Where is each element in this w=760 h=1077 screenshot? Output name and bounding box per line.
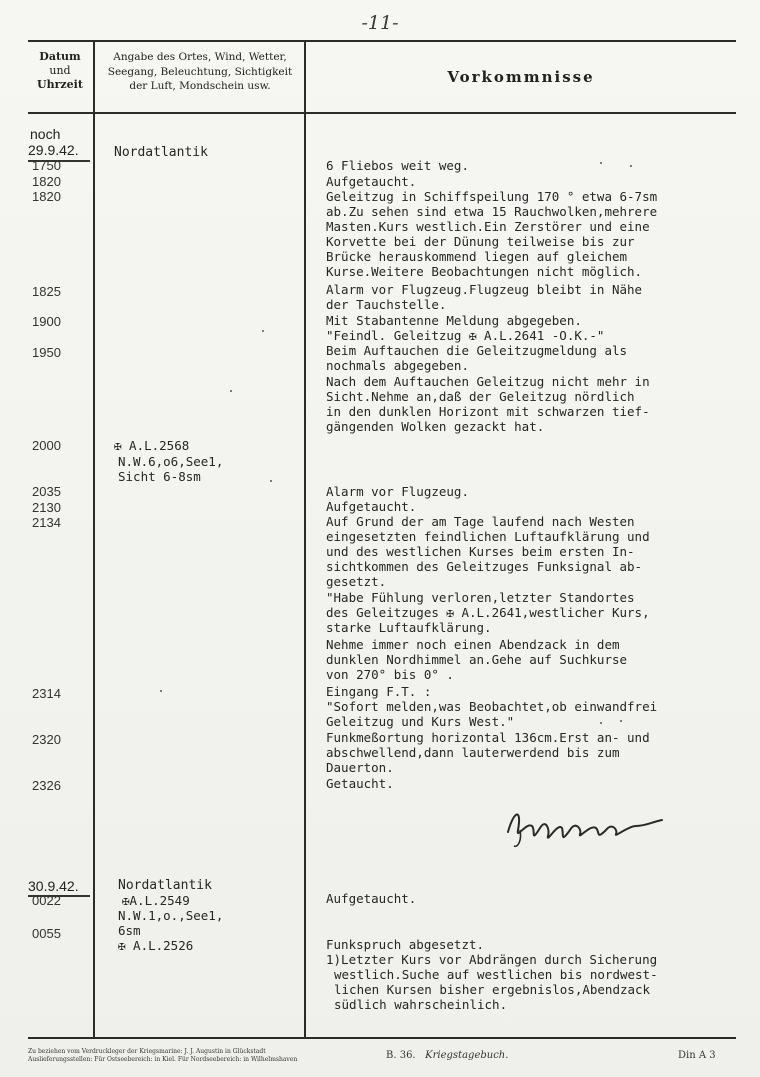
event-line: in den dunklen Horizont mit schwarzen tief-	[326, 404, 650, 419]
table-top-rule	[28, 40, 736, 42]
ink-speck	[620, 720, 622, 722]
event-line: südlich wahrscheinlich.	[334, 997, 508, 1012]
event-line: starke Luftaufklärung.	[326, 620, 492, 635]
header-bottom-rule	[28, 112, 736, 114]
place-2000-weather: N.W.6,o6,See1,	[118, 454, 224, 469]
header-date-time	[28, 50, 92, 92]
header-place-line-1: Angabe des Ortes, Wind, Wetter,	[113, 51, 287, 63]
time-1950: 1950	[32, 345, 61, 360]
footer-publisher-line-2: Auslieferungsstellen: Für Ostseebereich: in Kiel. Für Nordseebereich: in Wilhelmshaven	[28, 1056, 298, 1063]
footer-publisher-line-1: Zu beziehen vom Verdruckleger der Kriegsmarine: J. J. Augustin in Glückstadt	[28, 1048, 266, 1055]
event-line: Funkmeßortung horizontal 136cm.Erst an- und	[326, 730, 650, 745]
event-line: der Tauchstelle.	[326, 297, 447, 312]
ink-speck	[600, 722, 602, 724]
place-day1: Nordatlantik	[114, 145, 208, 160]
header-events: Vorkommnisse	[447, 68, 595, 86]
page-number: -11-	[361, 12, 399, 34]
event-line: von 270° bis 0° .	[326, 667, 454, 682]
event-line: ab.Zu sehen sind etwa 15 Rauchwolken,mehrere	[326, 204, 658, 219]
event-line: Alarm vor Flugzeug.Flugzeug bleibt in Nähe	[326, 282, 643, 297]
event-line: Korvette bei der Dünung teilweise bis zur	[326, 234, 635, 249]
header-place-line-3: der Luft, Mondschein usw.	[129, 80, 271, 92]
date-30-9-42: 30.9.42.	[28, 878, 79, 894]
place-day2-line-5: ✠ A.L.2526	[118, 938, 194, 953]
header-date-line-3: Uhrzeit	[37, 78, 83, 91]
place-day2-line-1: Nordatlantik	[118, 878, 212, 893]
event-line: Aufgetaucht.	[326, 891, 417, 906]
event-line: Nehme immer noch einen Abendzack in dem	[326, 637, 620, 652]
event-line: Sicht.Nehme an,daß der Geleitzug nördlich	[326, 389, 635, 404]
header-date-line-1: Datum	[39, 50, 81, 63]
event-line: "Habe Fühlung verloren,letzter Standortes	[326, 590, 635, 605]
ink-speck	[262, 330, 264, 332]
event-line: "Feindl. Geleitzug ✠ A.L.2641 -O.K.-"	[326, 328, 605, 343]
commander-signature	[500, 800, 670, 850]
event-line: Getaucht.	[326, 776, 394, 791]
time-2320: 2320	[32, 732, 61, 747]
place-2000-grid: ✠ A.L.2568	[114, 438, 190, 453]
event-line: Geleitzug in Schiffspeilung 170 ° etwa 6-7sm	[326, 189, 658, 204]
ink-speck	[630, 165, 632, 167]
header-date-line-2: und	[49, 64, 71, 77]
time-2035: 2035	[32, 484, 61, 499]
event-line: nochmals abgegeben.	[326, 358, 469, 373]
event-line: Kurse.Weitere Beobachtungen nicht möglich.	[326, 264, 643, 279]
place-2000-visibility: Sicht 6-8sm	[118, 469, 201, 484]
event-line: dunklen Nordhimmel an.Gehe auf Suchkurse	[326, 652, 628, 667]
event-line: Nach dem Auftauchen Geleitzug nicht mehr in	[326, 374, 650, 389]
time-1820-b: 1820	[32, 189, 61, 204]
event-line: gängenden Wolken gezackt hat.	[326, 419, 545, 434]
time-2000: 2000	[32, 438, 61, 453]
time-1825: 1825	[32, 284, 61, 299]
time-1750: 1750	[32, 158, 61, 173]
ink-speck	[600, 162, 602, 164]
place-day2-line-3: N.W.1,o.,See1,	[118, 908, 224, 923]
event-line: 6 Fliebos weit weg.	[326, 158, 469, 173]
time-0022: 0022	[32, 893, 61, 908]
event-line: gesetzt.	[326, 574, 387, 589]
time-1820-a: 1820	[32, 174, 61, 189]
event-line: Funkspruch abgesetzt.	[326, 937, 485, 952]
event-line: des Geleitzuges ✠ A.L.2641,westlicher Kurs,	[326, 605, 650, 620]
time-0055: 0055	[32, 926, 61, 941]
footer-form-title: Kriegstagebuch.	[425, 1050, 509, 1061]
event-line: Masten.Kurs westlich.Ein Zerstörer und eine	[326, 219, 650, 234]
event-line: Mit Stabantenne Meldung abgegeben.	[326, 313, 582, 328]
event-line: Aufgetaucht.	[326, 499, 417, 514]
event-line: Aufgetaucht.	[326, 174, 417, 189]
event-line: westlich.Suche auf westlichen bis nordwest-	[334, 967, 658, 982]
event-line: Dauerton.	[326, 760, 394, 775]
time-1900: 1900	[32, 314, 61, 329]
event-line: Geleitzug und Kurs West."	[326, 714, 515, 729]
column-divider-place	[304, 40, 306, 1037]
event-line: sichtkommen des Geleitzuges Funksignal ab-	[326, 559, 643, 574]
time-2134: 2134	[32, 515, 61, 530]
event-line: eingesetzten feindlichen Luftaufklärung und	[326, 529, 650, 544]
event-line: abschwellend,dann lauterwerdend bis zum	[326, 745, 620, 760]
time-2130: 2130	[32, 500, 61, 515]
ink-speck	[160, 690, 162, 692]
place-day2-line-2: ✠A.L.2549	[122, 893, 190, 908]
ink-speck	[270, 480, 272, 482]
column-divider-date	[93, 40, 95, 1037]
event-line: Brücke herauskommend liegen auf gleichem	[326, 249, 628, 264]
footer-form-number: B. 36.	[386, 1050, 416, 1061]
footer-paper-size: Din A 3	[678, 1050, 716, 1061]
footer-form	[386, 1050, 508, 1061]
event-line: Beim Auftauchen die Geleitzugmeldung als	[326, 343, 628, 358]
event-line: Eingang F.T. :	[326, 684, 432, 699]
footer-publisher	[28, 1048, 368, 1064]
event-line: 1)Letzter Kurs vor Abdrängen durch Sicherung	[326, 952, 658, 967]
event-line: und des westlichen Kurses beim ersten In-	[326, 544, 635, 559]
event-line: "Sofort melden,was Beobachtet,ob einwandfrei	[326, 699, 658, 714]
event-line: Auf Grund der am Tage laufend nach Westen	[326, 514, 635, 529]
event-line: Alarm vor Flugzeug.	[326, 484, 469, 499]
date-29-9-42: 29.9.42.	[28, 142, 79, 158]
noch-label: noch	[30, 126, 61, 142]
header-place-weather	[96, 50, 304, 94]
ink-speck	[230, 390, 232, 392]
time-2326: 2326	[32, 778, 61, 793]
header-place-line-2: Seegang, Beleuchtung, Sichtigkeit	[107, 65, 293, 78]
time-2314: 2314	[32, 686, 61, 701]
place-day2-line-4: 6sm	[118, 923, 141, 938]
table-bottom-rule	[28, 1037, 736, 1039]
event-line: lichen Kursen bisher ergebnislos,Abendzack	[334, 982, 651, 997]
